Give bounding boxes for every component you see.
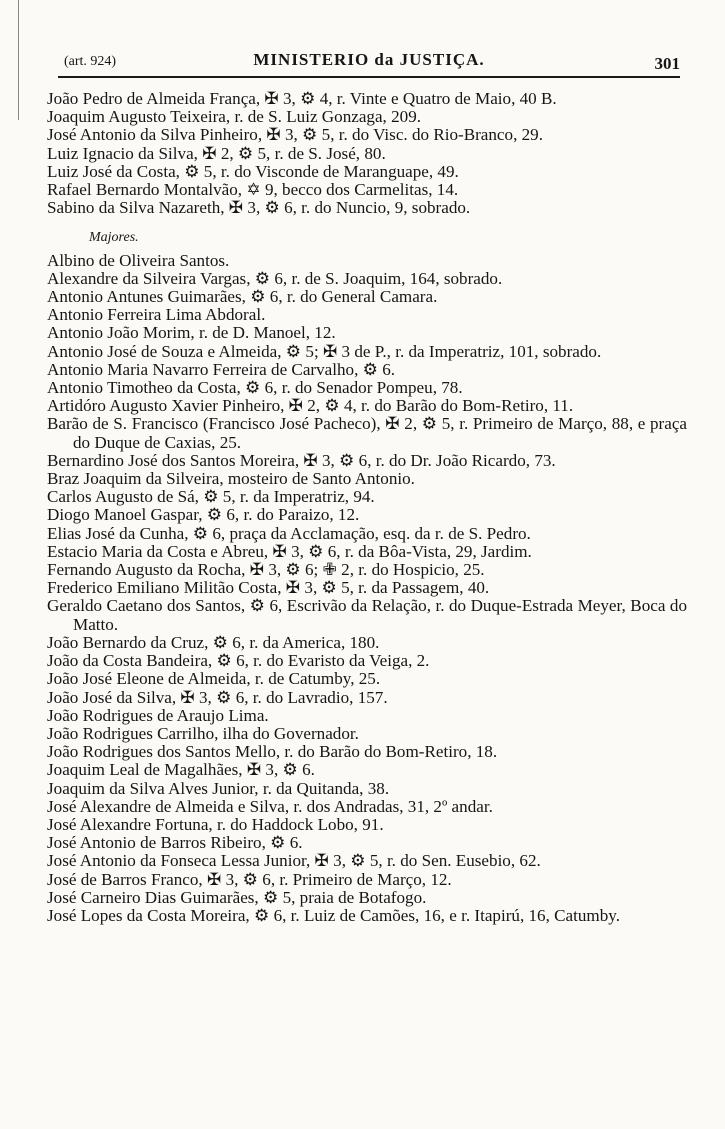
list-item: Luiz José da Costa, ⚙ 5, r. do Visconde de Maranguape, 49.: [47, 161, 459, 181]
page-header: [58, 46, 680, 78]
list-item: Estacio Maria da Costa e Abreu, ✠ 3, ⚙ 6, r. da Bôa-Vista, 29, Jardim.: [47, 541, 532, 561]
list-item: João José da Silva, ✠ 3, ⚙ 6, r. do Lavradio, 157.: [47, 687, 388, 707]
list-item: Rafael Bernardo Montalvão, ✡ 9, becco dos Carmelitas, 14.: [47, 180, 459, 200]
list-item: José Antonio da Fonseca Lessa Junior, ✠ 3, ⚙ 5, r. do Sen. Eusebio, 62.: [47, 851, 541, 871]
list-item: José Antonio de Barros Ribeiro, ⚙ 6.: [47, 833, 303, 853]
list-item: Elias José da Cunha, ⚙ 6, praça da Acclamação, esq. da r. de S. Pedro.: [47, 523, 531, 543]
list-item: José Lopes da Costa Moreira, ⚙ 6, r. Luiz de Camões, 16, e r. Itapirú, 16, Catumby.: [47, 905, 620, 925]
list-item: Antonio João Morim, r. de D. Manoel, 12.: [47, 323, 336, 343]
list-item: Antonio José de Souza e Almeida, ⚙ 5; ✠ 3 de P., r. da Imperatriz, 101, sobrado.: [47, 341, 602, 361]
list-item: João da Costa Bandeira, ⚙ 6, r. do Evaristo da Veiga, 2.: [47, 651, 430, 671]
entry-list-top: [47, 90, 687, 217]
list-item: Sabino da Silva Nazareth, ✠ 3, ⚙ 6, r. do Nuncio, 9, sobrado.: [47, 198, 471, 218]
list-item: José de Barros Franco, ✠ 3, ⚙ 6, r. Primeiro de Março, 12.: [47, 869, 452, 889]
list-item: Antonio Ferreira Lima Abdoral.: [47, 305, 266, 325]
list-item: Antonio Timotheo da Costa, ⚙ 6, r. do Senador Pompeu, 78.: [47, 378, 463, 398]
margin-rule: [18, 0, 19, 120]
page-number: 301: [654, 54, 680, 73]
list-item: Albino de Oliveira Santos.: [47, 250, 230, 270]
page-body: [47, 90, 687, 925]
list-item: José Carneiro Dias Guimarães, ⚙ 5, praia de Botafogo.: [47, 887, 427, 907]
list-item: João Pedro de Almeida França, ✠ 3, ⚙ 4, r. Vinte e Quatro de Maio, 40 B.: [47, 89, 557, 108]
list-item: Luiz Ignacio da Silva, ✠ 2, ⚙ 5, r. de S. José, 80.: [47, 143, 386, 163]
list-item: Joaquim Augusto Teixeira, r. de S. Luiz Gonzaga, 209.: [47, 107, 422, 127]
entry-list-majores: [47, 252, 687, 926]
list-item: Alexandre da Silveira Vargas, ⚙ 6, r. de S. Joaquim, 164, sobrado.: [47, 268, 503, 288]
list-item: Carlos Augusto de Sá, ⚙ 5, r. da Imperatriz, 94.: [47, 487, 375, 507]
list-item: João Bernardo da Cruz, ⚙ 6, r. da America, 180.: [47, 632, 380, 652]
list-item: Fernando Augusto da Rocha, ✠ 3, ⚙ 6; ✙ 2, r. do Hospicio, 25.: [47, 560, 485, 580]
list-item: Diogo Manoel Gaspar, ⚙ 6, r. do Paraizo, 12.: [47, 505, 360, 525]
list-item: Antonio Antunes Guimarães, ⚙ 6, r. do General Camara.: [47, 287, 438, 307]
list-item: Barão de S. Francisco (Francisco José Pacheco), ✠ 2, ⚙ 5, r. Primeiro de Março, 88, e praça do Duque de Caxias, 25.: [47, 414, 687, 452]
section-heading-majores: Majores.: [89, 230, 139, 246]
list-item: João José Eleone de Almeida, r. de Catumby, 25.: [47, 669, 381, 689]
list-item: José Alexandre Fortuna, r. do Haddock Lobo, 91.: [47, 814, 384, 834]
list-item: João Rodrigues dos Santos Mello, r. do Barão do Bom-Retiro, 18.: [47, 742, 498, 762]
header-article-ref: (art. 924): [64, 54, 117, 69]
list-item: Antonio Maria Navarro Ferreira de Carvalho, ⚙ 6.: [47, 359, 396, 379]
list-item: José Antonio da Silva Pinheiro, ✠ 3, ⚙ 5, r. do Visc. do Rio-Branco, 29.: [47, 125, 543, 145]
list-item: Braz Joaquim da Silveira, mosteiro de Santo Antonio.: [47, 469, 415, 489]
list-item: Bernardino José dos Santos Moreira, ✠ 3, ⚙ 6, r. do Dr. João Ricardo, 73.: [47, 450, 556, 470]
list-item: Joaquim da Silva Alves Junior, r. da Quitanda, 38.: [47, 778, 390, 798]
list-item: Geraldo Caetano dos Santos, ⚙ 6, Escrivão da Relação, r. do Duque-Estrada Meyer, Boca do Matto.: [47, 596, 687, 634]
header-title: MINISTERIO da JUSTIÇA.: [253, 50, 485, 69]
list-item: João Rodrigues de Araujo Lima.: [47, 705, 269, 725]
list-item: Frederico Emiliano Militão Costa, ✠ 3, ⚙ 5, r. da Passagem, 40.: [47, 578, 490, 598]
list-item: Artidóro Augusto Xavier Pinheiro, ✠ 2, ⚙ 4, r. do Barão do Bom-Retiro, 11.: [47, 396, 574, 416]
list-item: João Rodrigues Carrilho, ilha do Governador.: [47, 723, 359, 743]
list-item: Joaquim Leal de Magalhães, ✠ 3, ⚙ 6.: [47, 760, 315, 780]
list-item: José Alexandre de Almeida e Silva, r. dos Andradas, 31, 2º andar.: [47, 796, 493, 816]
